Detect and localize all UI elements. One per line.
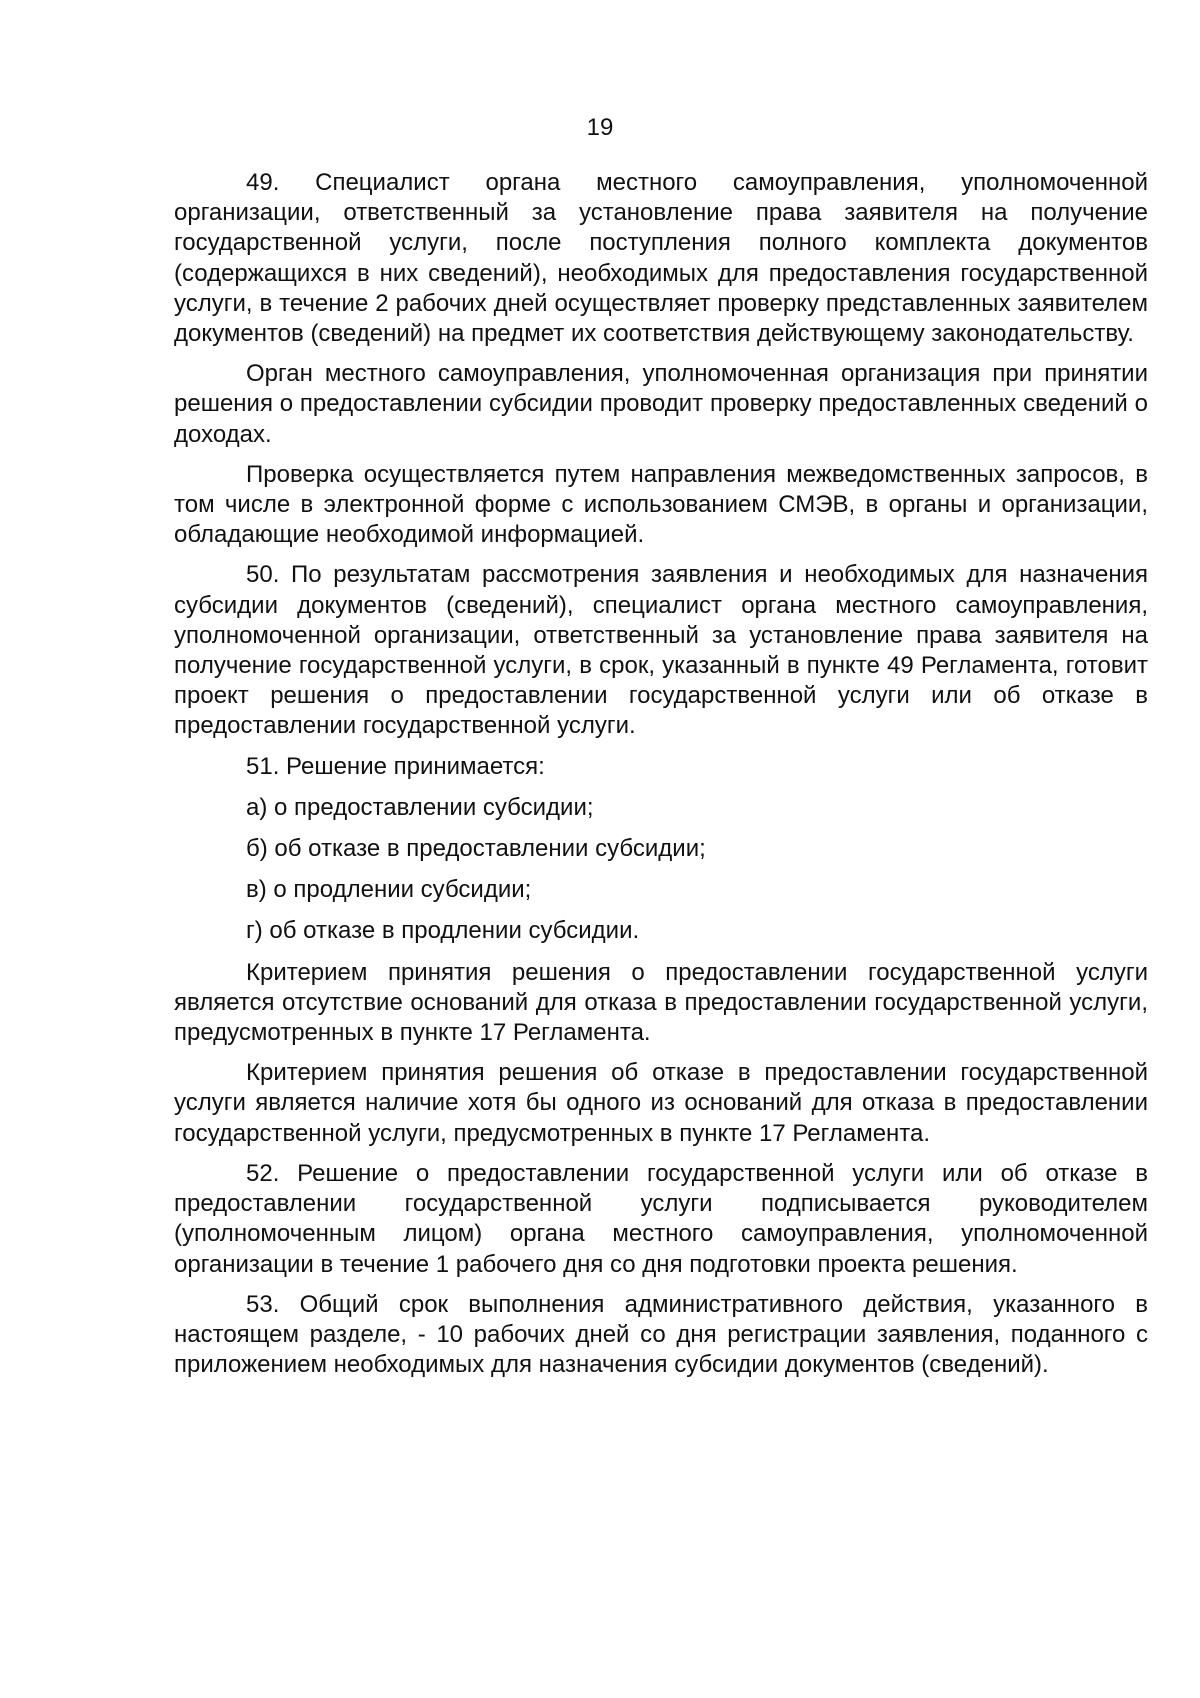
page-number: 19 bbox=[586, 114, 614, 141]
paragraph-criterion-refusal: Критерием принятия решения об отказе в предоставлении государственной услуги является наличие хотя бы одного из оснований для отказа в предоставлении государственной услуги, предусмотренных в пункте 17 Регламента. bbox=[174, 1059, 1148, 1147]
list-item-g: г) об отказе в продлении субсидии. bbox=[246, 917, 640, 945]
paragraph-51: 51. Решение принимается: bbox=[246, 752, 545, 780]
list-item-b: б) об отказе в предоставлении субсидии; bbox=[246, 835, 706, 863]
document-body bbox=[174, 168, 1148, 1390]
paragraph-income-check: Орган местного самоуправления, уполномоченная организация при принятии решения о предоставлении субсидии проводит проверку предоставленных сведений о доходах. bbox=[174, 360, 1148, 448]
paragraph-criterion-grant: Критерием принятия решения о предоставлении государственной услуги является отсутствие оснований для отказа в предоставлении государственной услуги, предусмотренных в пункте 17 Регламента. bbox=[174, 958, 1148, 1047]
list-item-v: в) о продлении субсидии; bbox=[246, 876, 532, 904]
paragraph-50: 50. По результатам рассмотрения заявления и необходимых для назначения субсидии документов (сведений), специалист органа местного самоуправления, уполномоченной организации, ответственный за установление права заявителя на получение государственной услуги, в срок, указанный в пункте 49 Регламента, готовит проект решения о предоставлении государственной услуги или об отказе в предоставлении государственной услуги. bbox=[174, 561, 1148, 740]
list-item-a: а) о предоставлении субсидии; bbox=[246, 793, 594, 821]
paragraph-49: 49. Специалист органа местного самоуправления, уполномоченной организации, ответственный за установление права заявителя на получение государственной услуги, после поступления полного комплекта документов (содержащихся в них сведений), необходимых для предоставления государственной услуги, в течение 2 рабочих дней осуществляет проверку представленных заявителем документов (сведений) на предмет их соответствия действующему законодательству. bbox=[174, 169, 1148, 348]
paragraph-interagency-requests: Проверка осуществляется путем направления межведомственных запросов, в том числе в электронной форме с использованием СМЭВ, в органы и организации, обладающие необходимой информацией. bbox=[174, 460, 1148, 549]
paragraph-52: 52. Решение о предоставлении государственной услуги или об отказе в предоставлении государственной услуги подписывается руководителем (уполномоченным лицом) органа местного самоуправления, уполномоченной организации в течение 1 рабочего дня со дня подготовки проекта решения. bbox=[174, 1159, 1148, 1278]
paragraph-53: 53. Общий срок выполнения административного действия, указанного в настоящем разделе, - 10 рабочих дней со дня регистрации заявления, поданного с приложением необходимых для назначения субсидии документов (сведений). bbox=[174, 1290, 1148, 1379]
